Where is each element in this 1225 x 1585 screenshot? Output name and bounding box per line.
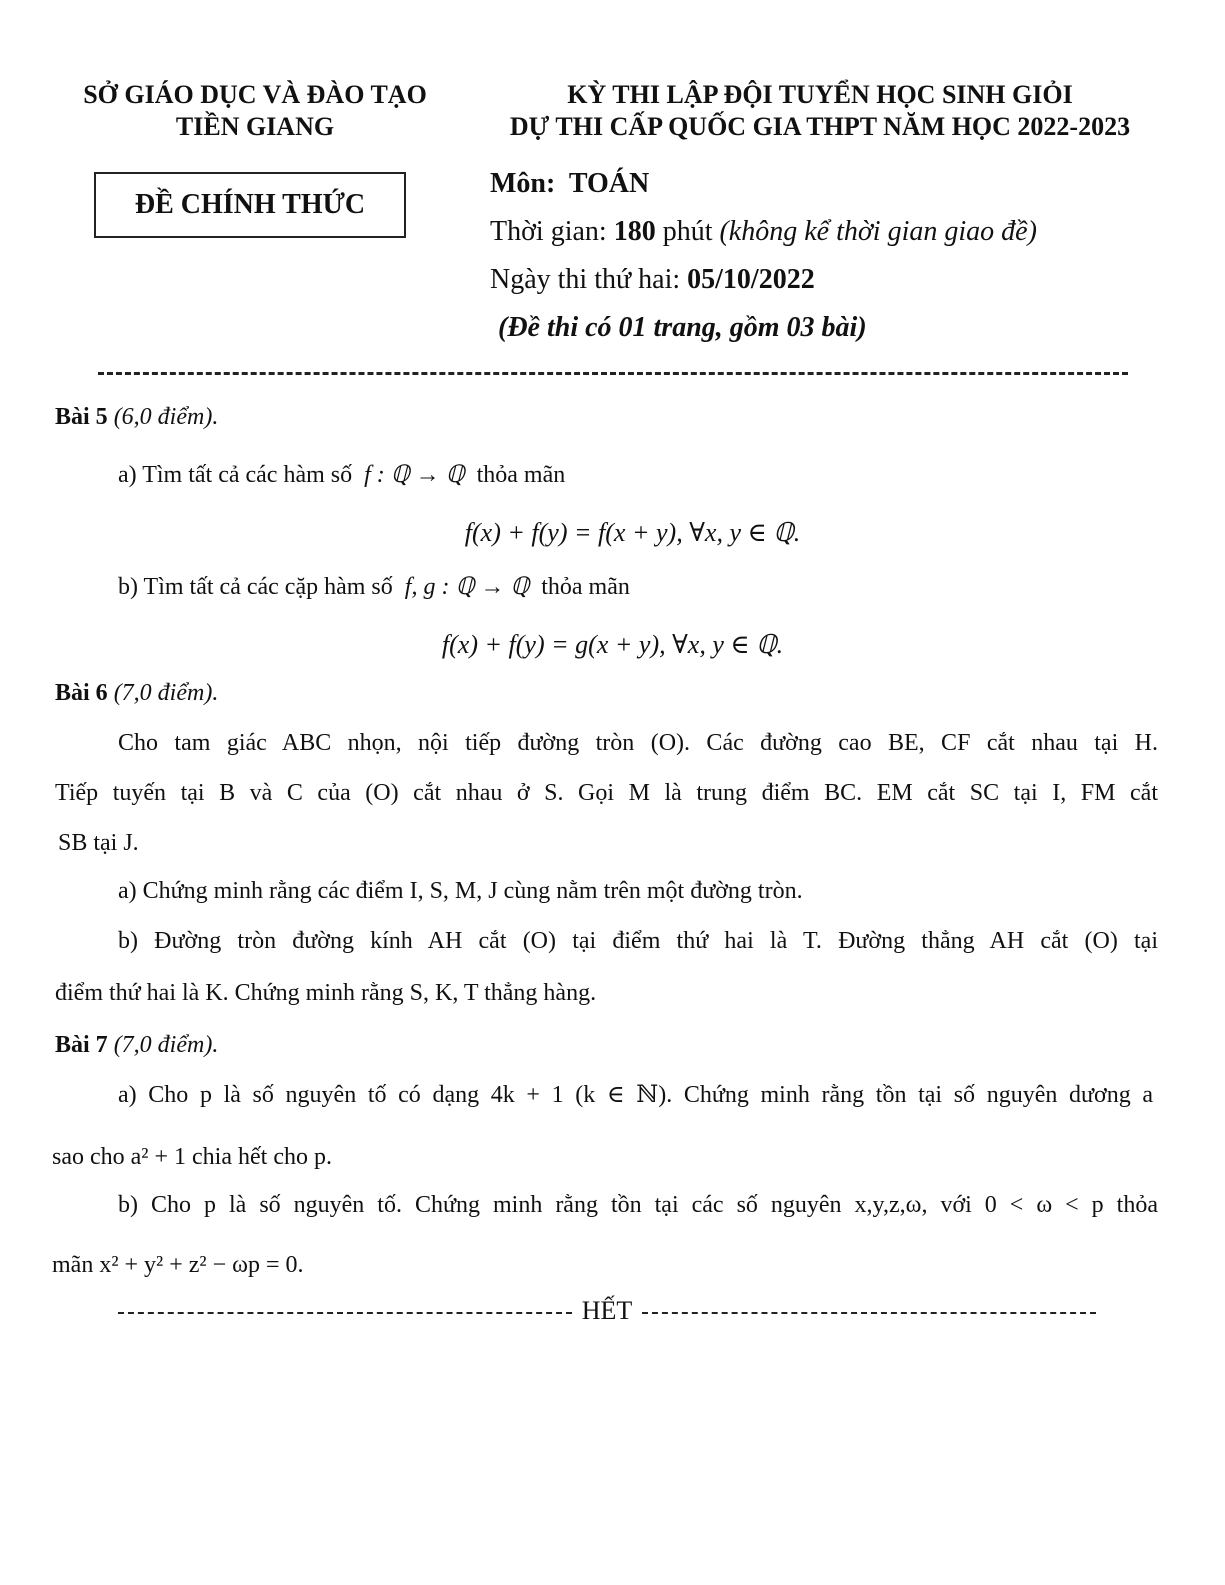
problem-6-line-2: Tiếp tuyến tại B và C của (O) cắt nhau ở S. Gọi M là trung điểm BC. EM cắt SC tại I, FM cắt <box>55 780 1158 806</box>
problem-5b-tail: thỏa mãn <box>541 574 630 600</box>
pages-note: (Đề thi có 01 trang, gồm 03 bài) <box>498 312 867 343</box>
date-line <box>490 264 815 296</box>
problem-6-title: Bài 6 <box>55 680 108 706</box>
problem-5-points: (6,0 điểm). <box>113 404 219 430</box>
problem-6b-line-2: điểm thứ hai là K. Chứng minh rằng S, K, T thẳng hàng. <box>55 980 597 1006</box>
official-exam-box <box>94 172 406 238</box>
problem-7-title: Bài 7 <box>55 1032 108 1058</box>
exam-subtitle: DỰ THI CẤP QUỐC GIA THPT NĂM HỌC 2022-2023 <box>509 112 1131 141</box>
problem-6a: a) Chứng minh rằng các điểm I, S, M, J cùng nằm trên một đường tròn. <box>118 878 803 904</box>
problem-5a-equation: f(x) + f(y) = f(x + y), ∀x, y ∈ ℚ. <box>464 518 801 547</box>
problem-7-heading <box>55 1030 218 1060</box>
problem-6-points: (7,0 điểm). <box>113 680 219 706</box>
province-name: TIỀN GIANG <box>175 112 335 141</box>
official-label: ĐỀ CHÍNH THỨC <box>134 189 366 220</box>
problem-5a-text: a) Tìm tất cả các hàm số <box>118 462 353 488</box>
problem-6-line-3: SB tại J. <box>58 830 139 856</box>
problem-6-heading <box>55 678 218 708</box>
problem-5a <box>118 460 565 490</box>
time-value: 180 <box>613 216 656 247</box>
end-label: HẾT <box>581 1296 633 1325</box>
time-line <box>490 216 1037 248</box>
problem-7b-line-2: mãn x² + y² + z² − ωp = 0. <box>52 1252 304 1278</box>
problem-7b-line-1: b) Cho p là số nguyên tố. Chứng minh rằng tồn tại các số nguyên x,y,z,ω, với 0 < ω < p thỏa <box>118 1192 1158 1218</box>
subject-line <box>490 168 649 200</box>
time-label: Thời gian: <box>490 216 607 247</box>
end-dash-right <box>642 1312 1096 1314</box>
problem-5-title: Bài 5 <box>55 404 108 430</box>
problem-7-points: (7,0 điểm). <box>113 1032 219 1058</box>
subject-label: Môn: <box>490 168 556 199</box>
problem-6-line-1: Cho tam giác ABC nhọn, nội tiếp đường tròn (O). Các đường cao BE, CF cắt nhau tại H. <box>118 730 1158 756</box>
problem-6b-line-1: b) Đường tròn đường kính AH cắt (O) tại điểm thứ hai là T. Đường thẳng AH cắt (O) tại <box>118 928 1158 954</box>
end-marker <box>118 1296 1096 1326</box>
subject-value: TOÁN <box>568 168 650 199</box>
problem-5a-tail: thỏa mãn <box>476 462 566 488</box>
exam-title: KỲ THI LẬP ĐỘI TUYỂN HỌC SINH GIỎI <box>567 80 1073 109</box>
header-separator <box>98 372 1128 375</box>
time-unit: phút <box>662 216 713 247</box>
problem-5b-text: b) Tìm tất cả các cặp hàm số <box>118 574 393 600</box>
date-label: Ngày thi thứ hai: <box>490 264 681 295</box>
problem-7a-line-1: a) Cho p là số nguyên tố có dạng 4k + 1 (k ∈ ℕ). Chứng minh rằng tồn tại số nguyên dương a <box>118 1082 1153 1108</box>
problem-5a-function: f : ℚ → ℚ <box>364 462 465 488</box>
date-value: 05/10/2022 <box>687 264 815 295</box>
problem-5b-equation: f(x) + f(y) = g(x + y), ∀x, y ∈ ℚ. <box>441 630 784 659</box>
time-note: (không kể thời gian giao đề) <box>719 216 1037 247</box>
end-dash-left <box>118 1312 572 1314</box>
problem-5-heading <box>55 402 218 432</box>
problem-5b-function: f, g : ℚ → ℚ <box>404 574 530 600</box>
department-name: SỞ GIÁO DỤC VÀ ĐÀO TẠO <box>83 80 427 109</box>
problem-7a-line-2: sao cho a² + 1 chia hết cho p. <box>52 1144 332 1170</box>
problem-5b <box>118 572 630 602</box>
